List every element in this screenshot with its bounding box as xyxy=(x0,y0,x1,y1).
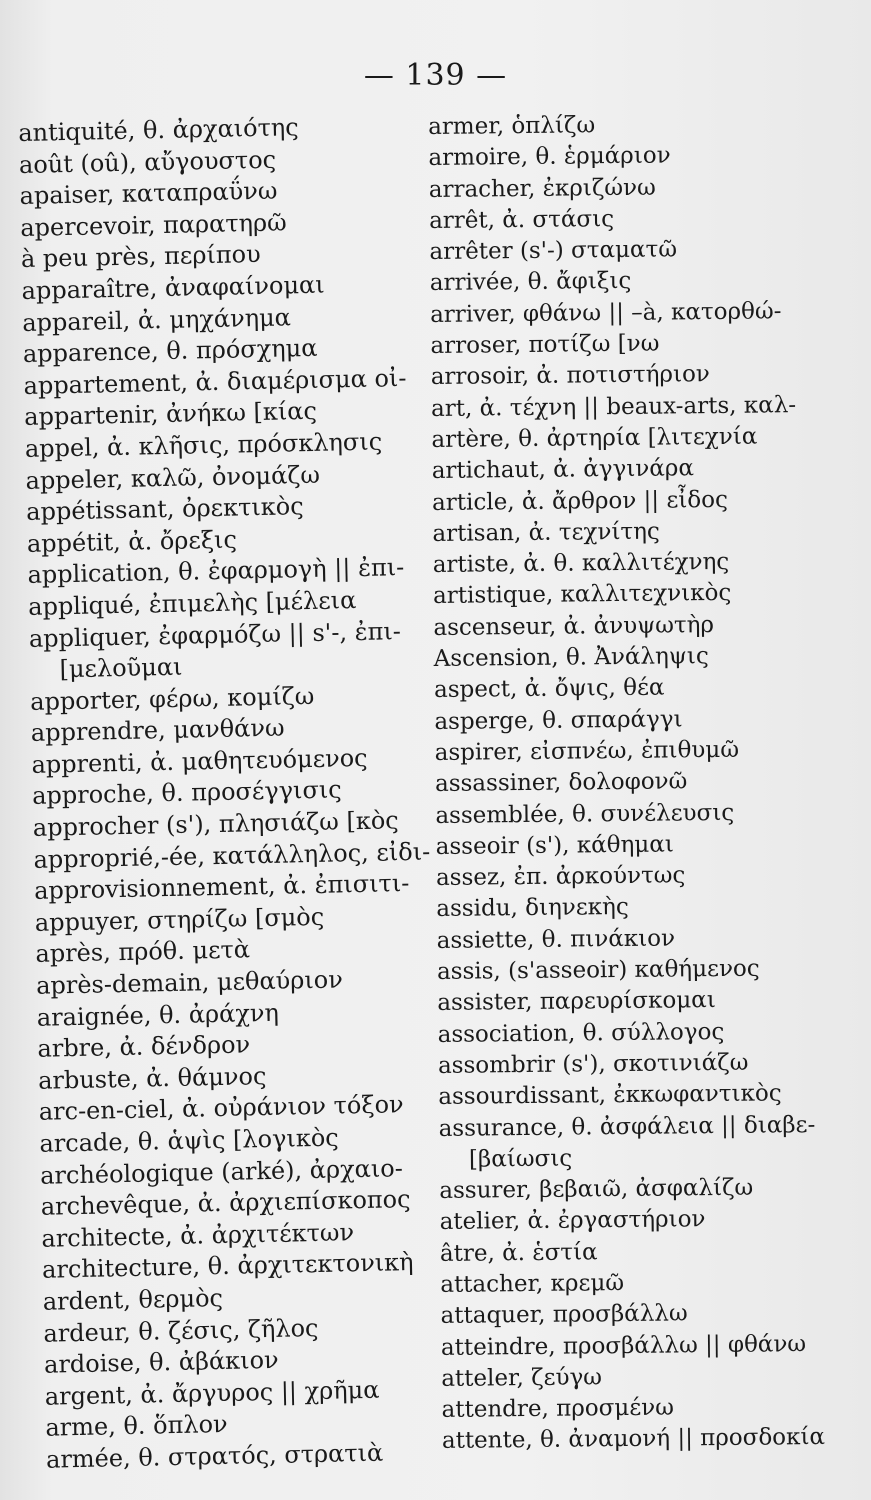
dictionary-entry: ascenseur, ἀ. ἀνυψωτὴρ xyxy=(433,611,715,641)
right-column xyxy=(428,108,867,1458)
dictionary-entry: appliqué, ἐπιμελὴς [μέλεια xyxy=(27,585,357,621)
dictionary-entry: arracher, ἐκριζώνω xyxy=(428,174,656,203)
dictionary-entry: arriver, φθάνω || –à, κατορθώ- xyxy=(429,298,782,328)
dictionary-entry: assemblée, θ. συνέλευσις xyxy=(435,799,735,829)
dictionary-entry: à peu près, περίπου xyxy=(20,240,261,274)
dictionary-entry: architecture, θ. ἀρχιτεκτονικὴ xyxy=(41,1248,414,1285)
dictionary-entry: approprié,-ée, κατάλληλος, εἰδι- xyxy=(33,837,431,874)
dictionary-entry: assez, ἐπ. ἀρκούντως xyxy=(435,862,686,892)
dictionary-entry: après-demain, μεθαύριον xyxy=(35,965,344,1000)
dictionary-entry: apparence, θ. πρόσχημα xyxy=(22,333,318,369)
dictionary-entry: attente, θ. ἀναμονή || προσδοκία xyxy=(441,1424,826,1455)
dictionary-entry: archéologique (arké), ἀρχαιο- xyxy=(39,1153,404,1190)
dictionary-entry: assister, παρευρίσκομαι xyxy=(437,987,716,1017)
dictionary-entry: apaiser, καταπραΰνω xyxy=(19,176,278,211)
dictionary-entry: arrêter (s'-) σταματῶ xyxy=(429,236,678,266)
dictionary-entry: appel, ἀ. κλῆσις, πρόσκλησις xyxy=(24,427,383,463)
dictionary-entry: après, πρόθ. μετὰ xyxy=(35,935,251,969)
left-column xyxy=(18,109,456,1476)
dictionary-entry: arbuste, ἀ. θάμνος xyxy=(37,1061,267,1095)
dictionary-entry: appeler, καλῶ, ὀνομάζω xyxy=(25,460,321,495)
dictionary-entry: apprendre, μανθάνω xyxy=(30,713,285,748)
dictionary-entry: appartement, ἀ. διαμέρισμα οἰ- xyxy=(23,363,407,400)
dictionary-entry: atteler, ζεύγω xyxy=(441,1364,603,1392)
dictionary-entry: ardent, θερμὸς xyxy=(42,1283,224,1316)
dictionary-entry: asperge, θ. σπαράγγι xyxy=(434,706,683,735)
dictionary-entry: armée, θ. στρατός, στρατιὰ xyxy=(45,1438,384,1474)
dictionary-entry: attaquer, προσβάλλω xyxy=(440,1300,688,1330)
dictionary-entry: [βαίωσις xyxy=(468,1145,573,1173)
dictionary-entry: artichaut, ἀ. ἀγγινάρα xyxy=(431,455,695,485)
dictionary-entry: armer, ὁπλίζω xyxy=(428,112,596,140)
dictionary-entry: arbre, ἀ. δένδρον xyxy=(37,1030,251,1064)
dictionary-entry: ardeur, θ. ζέσις, ζῆλος xyxy=(43,1313,319,1348)
dictionary-entry: assiette, θ. πινάκιον xyxy=(436,925,676,954)
dictionary-entry: apprenti, ἀ. μαθητευόμενος xyxy=(31,743,368,779)
dictionary-entry: assourdissant, ἐκκωφαντικὸς xyxy=(438,1080,782,1111)
dictionary-entry: article, ἀ. ἄρθρον || εἶδος xyxy=(431,486,729,516)
dictionary-entry: appareil, ἀ. μηχάνημα xyxy=(21,302,292,337)
dictionary-entry: asseoir (s'), κάθημαι xyxy=(435,831,674,860)
dictionary-entry: artisan, ἀ. τεχνίτης xyxy=(432,518,660,547)
dictionary-entry: arrosoir, ἀ. ποτιστήριον xyxy=(430,361,710,391)
dictionary-entry: attendre, προσμένω xyxy=(441,1394,675,1424)
dictionary-entry: apporter, φέρω, κομίζω xyxy=(29,681,315,716)
dictionary-entry: arrêt, ἀ. στάσις xyxy=(429,205,615,234)
dictionary-entry: ardoise, θ. ἀβάκιον xyxy=(43,1345,279,1379)
dictionary-entry: apparaître, ἀναφαίνομαι xyxy=(21,270,325,305)
dictionary-entry: association, θ. σύλλογος xyxy=(437,1018,725,1048)
dictionary-entry: assis, (s'asseoir) καθήμενος xyxy=(436,955,760,985)
dictionary-entry: artiste, ἀ. θ. καλλιτέχνης xyxy=(432,549,730,579)
dictionary-entry: application, θ. ἐφαρμογὴ || ἐπι- xyxy=(27,553,405,590)
dictionary-entry: arc-en-ciel, ἀ. οὐράνιον τόξον xyxy=(38,1090,404,1127)
dictionary-entry: atelier, ἀ. ἐργαστήριον xyxy=(439,1206,706,1236)
dictionary-entry: antiquité, θ. ἀρχαιότης xyxy=(18,113,299,147)
dictionary-entry: arrivée, θ. ἄφιξις xyxy=(429,268,632,297)
dictionary-entry: argent, ἀ. ἄργυρος || χρῆμα xyxy=(44,1375,380,1411)
dictionary-entry: arroser, ποτίζω [νω xyxy=(430,330,660,360)
dictionary-entry: architecte, ἀ. ἀρχιτέκτων xyxy=(41,1217,355,1253)
dictionary-entry: artistique, καλλιτεχνικὸς xyxy=(432,580,732,610)
dictionary-entry: archevêque, ἀ. ἀρχιεπίσκοπος xyxy=(40,1185,411,1221)
dictionary-entry: assidu, διηνεκὴς xyxy=(436,894,629,923)
dictionary-entry: arme, θ. ὅπλον xyxy=(45,1410,228,1443)
dictionary-entry: Ascension, θ. Ἀνάληψις xyxy=(433,643,709,673)
dictionary-entry: atteindre, προσβάλλω || φθάνω xyxy=(440,1330,807,1361)
dictionary-entry: âtre, ἀ. ἑστία xyxy=(439,1238,598,1267)
dictionary-entry: [μελοῦμαι xyxy=(59,652,183,684)
dictionary-entry: aspect, ἀ. ὄψις, θέα xyxy=(433,674,665,704)
dictionary-entry: araignée, θ. ἀράχνη xyxy=(36,998,280,1032)
dictionary-entry: art, ἀ. τέχνη || beaux-arts, καλ- xyxy=(430,391,797,422)
dictionary-entry: appartenir, ἀνήκω [κίας xyxy=(23,397,318,432)
dictionary-entry: appliquer, ἐφαρμόζω || s'-, ἐπι- xyxy=(28,616,402,653)
page-number: — 139 — xyxy=(363,58,508,93)
dictionary-entry: appétissant, ὀρεκτικὸς xyxy=(25,492,304,527)
dictionary-entry: approcher (s'), πλησιάζω [κὸς xyxy=(32,806,399,842)
dictionary-entry: appétit, ἀ. ὄρεξις xyxy=(26,525,238,558)
dictionary-entry: artère, θ. ἀρτηρία [λιτεχνία xyxy=(431,423,758,453)
dictionary-entry: approche, θ. προσέγγισις xyxy=(31,775,342,811)
dictionary-entry: assurance, θ. ἀσφάλεια || διαβε- xyxy=(438,1111,816,1142)
dictionary-entry: approvisionnement, ἀ. ἐπισιτι- xyxy=(33,869,410,906)
dictionary-entry: aspirer, εἰσπνέω, ἐπιθυμῶ xyxy=(434,736,740,766)
dictionary-entry: août (oû), αὔγουστος xyxy=(18,145,277,179)
dictionary-entry: armoire, θ. ἑρμάριον xyxy=(428,142,671,172)
dictionary-entry: attacher, κρεμῶ xyxy=(440,1269,625,1298)
dictionary-entry: assombrir (s'), σκοτινιάζω xyxy=(437,1049,749,1079)
dictionary-entry: assassiner, δολοφονῶ xyxy=(434,768,688,798)
dictionary-entry: apercevoir, παρατηρῶ xyxy=(20,208,287,242)
dictionary-entry: assurer, βεβαιῶ, ἀσφαλίζω xyxy=(439,1174,754,1205)
dictionary-entry: appuyer, στηρίζω [σμὸς xyxy=(34,902,325,937)
dictionary-entry: arcade, θ. ἁψὶς [λογικὸς xyxy=(39,1123,339,1158)
